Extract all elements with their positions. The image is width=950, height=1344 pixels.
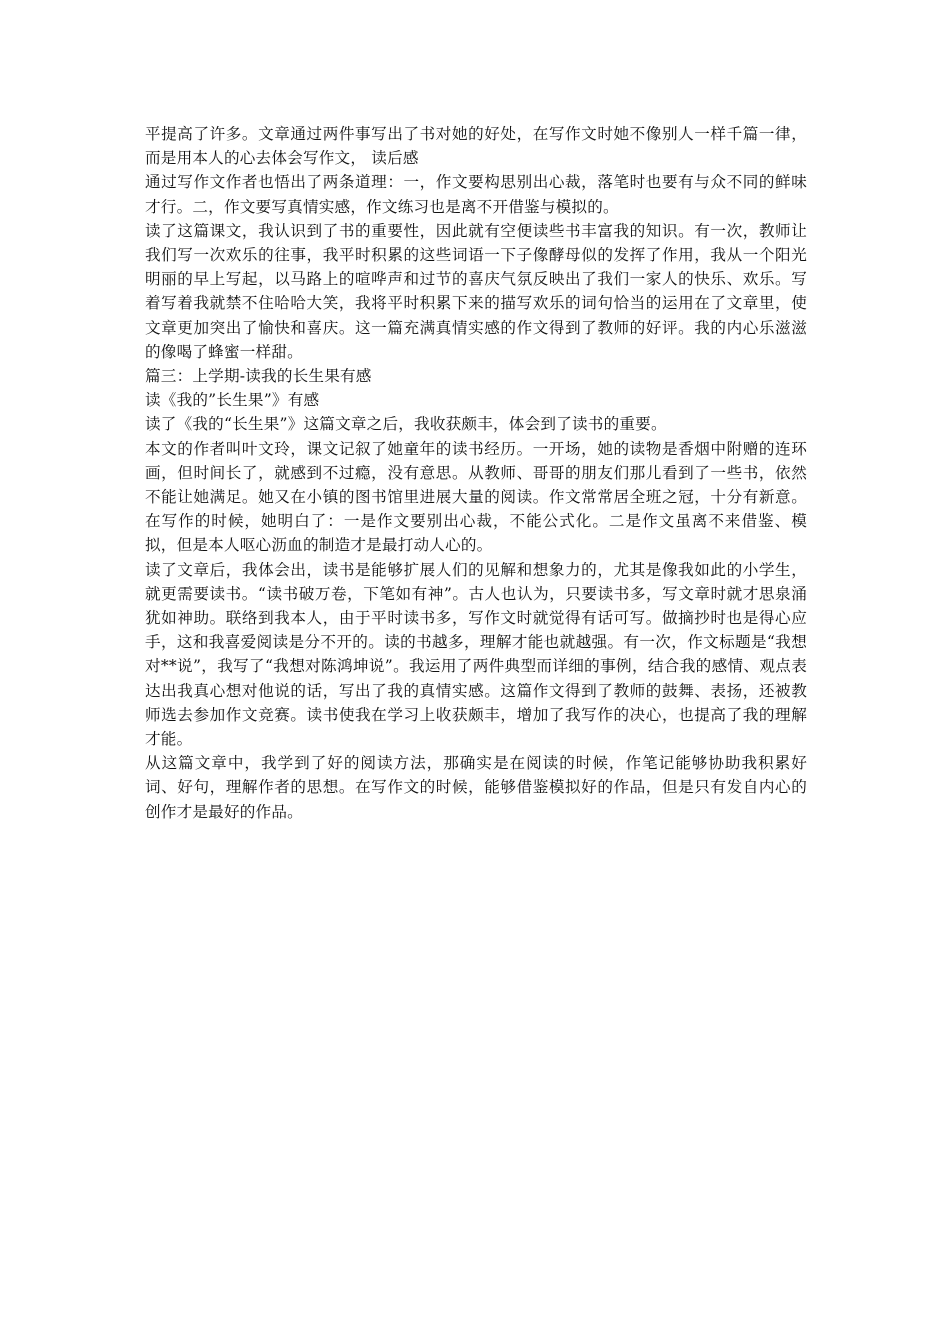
paragraph-reflection: 读了文章后，我体会出，读书是能够扩展人们的见解和想象力的，尤其是像我如此的小学生，就更需要读书。“读书破万卷，下笔如有神”。古人也认为，只要读书多，写文章时就才思泉涌犹如神助。联络到我本人，由于平时读书多，写作文时就觉得有话可写。做摘抄时也是得心应手，这和我喜爱阅读是分不开的。读的书越多，理解才能也就越强。有一次，作文标题是“我想对**说”，我写了“我想对陈鸿坤说”。我运用了两件典型而详细的事例，结合我的感情、观点表达出我真心想对他说的话，写出了我的真情实感。这篇作文得到了教师的鼓舞、表扬，还被教师选去参加作文竞赛。读书使我在学习上收获颇丰，增加了我写作的决心，也提高了我的理解才能。 — [145, 560, 807, 749]
paragraph-author-summary: 本文的作者叫叶文玲，课文记叙了她童年的读书经历。一开场，她的读物是香烟中附赠的连环画，但时间长了，就感到不过瘾，没有意思。从教师、哥哥的朋友们那儿看到了一些书，依然不能让她满足。她又在小镇的图书馆里进展大量的阅读。作文常常居全班之冠，十分有新意。在写作的时候，她明白了：一是作文要别出心裁，不能公式化。二是作文虽离不来借鉴、模拟，但是本人呕心沥血的制造才是最打动人心的。 — [145, 439, 807, 555]
paragraph-two-lessons: 通过写作文作者也悟出了两条道理：一，作文要构思别出心裁，落笔时也要有与众不同的鲜味才行。二，作文要写真情实感，作文练习也是离不开借鉴与模拟的。 — [145, 173, 807, 216]
paragraph-reading-experience: 读了这篇课文，我认识到了书的重要性，因此就有空便读些书丰富我的知识。有一次，教师让我们写一次欢乐的往事，我平时积累的这些词语一下子像酵母似的发挥了作用，我从一个阳光明丽的早上写起，以马路上的喧哗声和过节的喜庆气氛反映出了我们一家人的快乐、欢乐。写着写着我就禁不住哈哈大笑，我将平时积累下来的描写欢乐的词句恰当的运用在了文章里，使文章更加突出了愉快和喜庆。这一篇充满真情实感的作文得到了教师的好评。我的内心乐滋滋的像喝了蜂蜜一样甜。 — [145, 221, 807, 361]
paragraph-opening: 读了《我的“长生果”》这篇文章之后，我收获颇丰，体会到了读书的重要。 — [145, 415, 667, 434]
paragraph-intro-continuation: 平提高了许多。文章通过两件事写出了书对她的好处，在写作文时她不像别人一样千篇一律，而是用本人的心去体会写作文， 读后感 — [145, 125, 807, 168]
section-heading: 篇三：上学期-读我的长生果有感 — [145, 367, 372, 386]
paragraph-conclusion: 从这篇文章中，我学到了好的阅读方法，那确实是在阅读的时候，作笔记能够协助我积累好词、好句，理解作者的思想。在写作文的时候，能够借鉴模拟好的作品，但是只有发自内心的创作才是最好的作品。 — [145, 754, 807, 821]
essay-title: 读《我的”长生果”》有感 — [145, 391, 320, 410]
document-body — [145, 122, 807, 824]
